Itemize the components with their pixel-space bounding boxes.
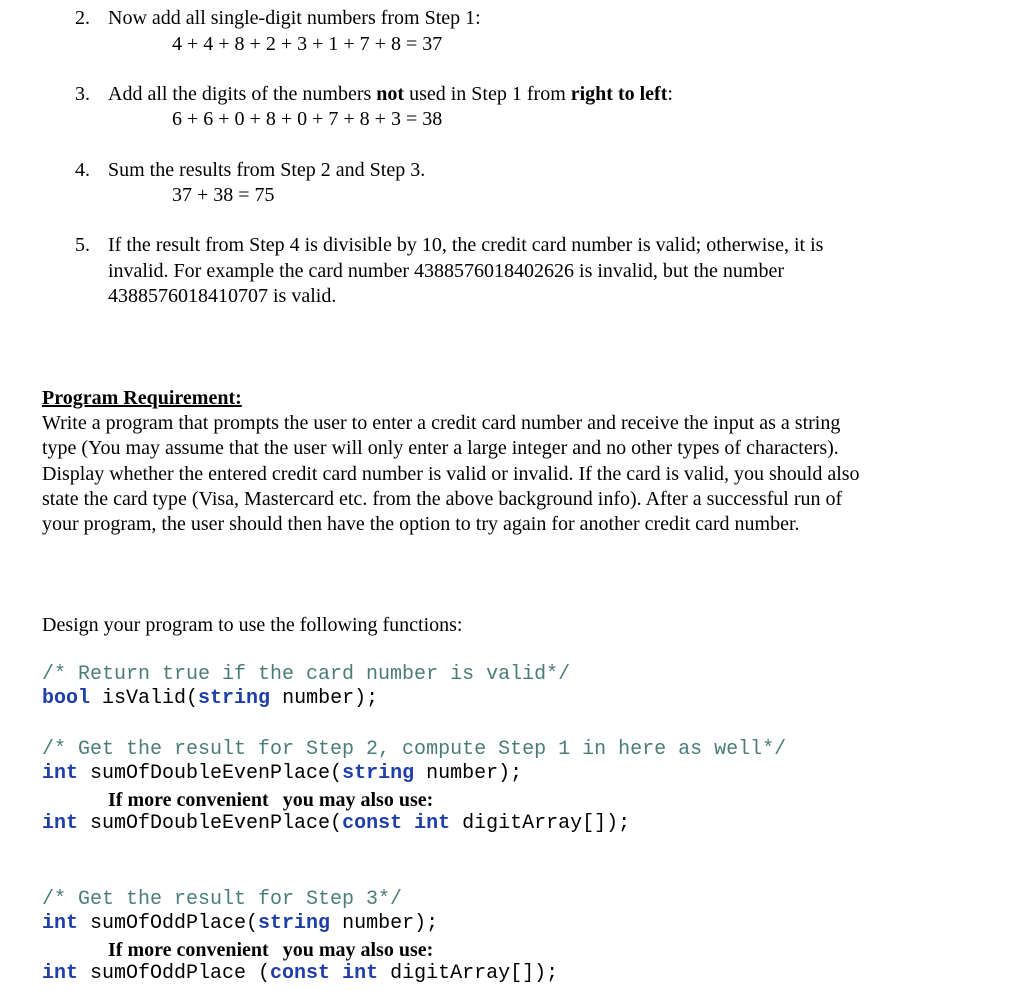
code-comment-step3: /* Get the result for Step 3*/	[42, 888, 403, 911]
step-3-text: Add all the digits of the numbers not used in Step 1 from right to left:	[108, 83, 673, 105]
step-4-equation: 37 + 38 = 75	[172, 184, 275, 206]
code-isvalid-signature: bool isValid(string number);	[42, 687, 379, 710]
requirement-line: Display whether the entered credit card number is valid or invalid. If the card is valid, you should also	[42, 462, 860, 485]
requirement-paragraph	[42, 411, 860, 537]
code-sumofoddplace-string: int sumOfOddPlace(string number);	[42, 912, 439, 935]
requirement-heading: Program Requirement:	[42, 387, 242, 409]
requirement-line: type (You may assume that the user will only enter a large integer and no other types of characters).	[42, 437, 839, 460]
design-intro: Design your program to use the following functions:	[42, 614, 463, 636]
step-3-equation: 6 + 6 + 0 + 8 + 0 + 7 + 8 + 3 = 38	[172, 108, 443, 130]
alt-note-step2: If more convenient you may also use:	[108, 789, 434, 811]
step-5-line-1: If the result from Step 4 is divisible by 10, the credit card number is valid; otherwise, it is	[108, 234, 824, 256]
code-sumofdoubleevenplace-string: int sumOfDoubleEvenPlace(string number);	[42, 762, 523, 785]
step-2-equation: 4 + 4 + 8 + 2 + 3 + 1 + 7 + 8 = 37	[172, 33, 443, 55]
step-2-text: Now add all single-digit numbers from Step 1:	[108, 7, 481, 29]
requirement-line: Write a program that prompts the user to enter a credit card number and receive the input as a string	[42, 412, 841, 434]
step-3-number: 3.	[75, 83, 90, 105]
step-5-number: 5.	[75, 234, 90, 256]
step-5-line-2: invalid. For example the card number 4388576018402626 is invalid, but the number	[108, 260, 784, 282]
step-4-text: Sum the results from Step 2 and Step 3.	[108, 159, 426, 181]
code-sumofoddplace-array: int sumOfOddPlace (const int digitArray[]);	[42, 962, 559, 985]
code-sumofdoubleevenplace-array: int sumOfDoubleEvenPlace(const int digitArray[]);	[42, 812, 631, 835]
step-5-line-3: 4388576018410707 is valid.	[108, 285, 337, 307]
alt-note-step3: If more convenient you may also use:	[108, 939, 434, 961]
step-2-number: 2.	[75, 7, 90, 29]
requirement-line: state the card type (Visa, Mastercard etc. from the above background info). After a successful run of	[42, 487, 843, 510]
code-comment-isvalid: /* Return true if the card number is valid*/	[42, 663, 571, 686]
code-comment-step2: /* Get the result for Step 2, compute Step 1 in here as well*/	[42, 738, 787, 761]
requirement-line: your program, the user should then have the option to try again for another credit card number.	[42, 513, 800, 536]
step-4-number: 4.	[75, 159, 90, 181]
